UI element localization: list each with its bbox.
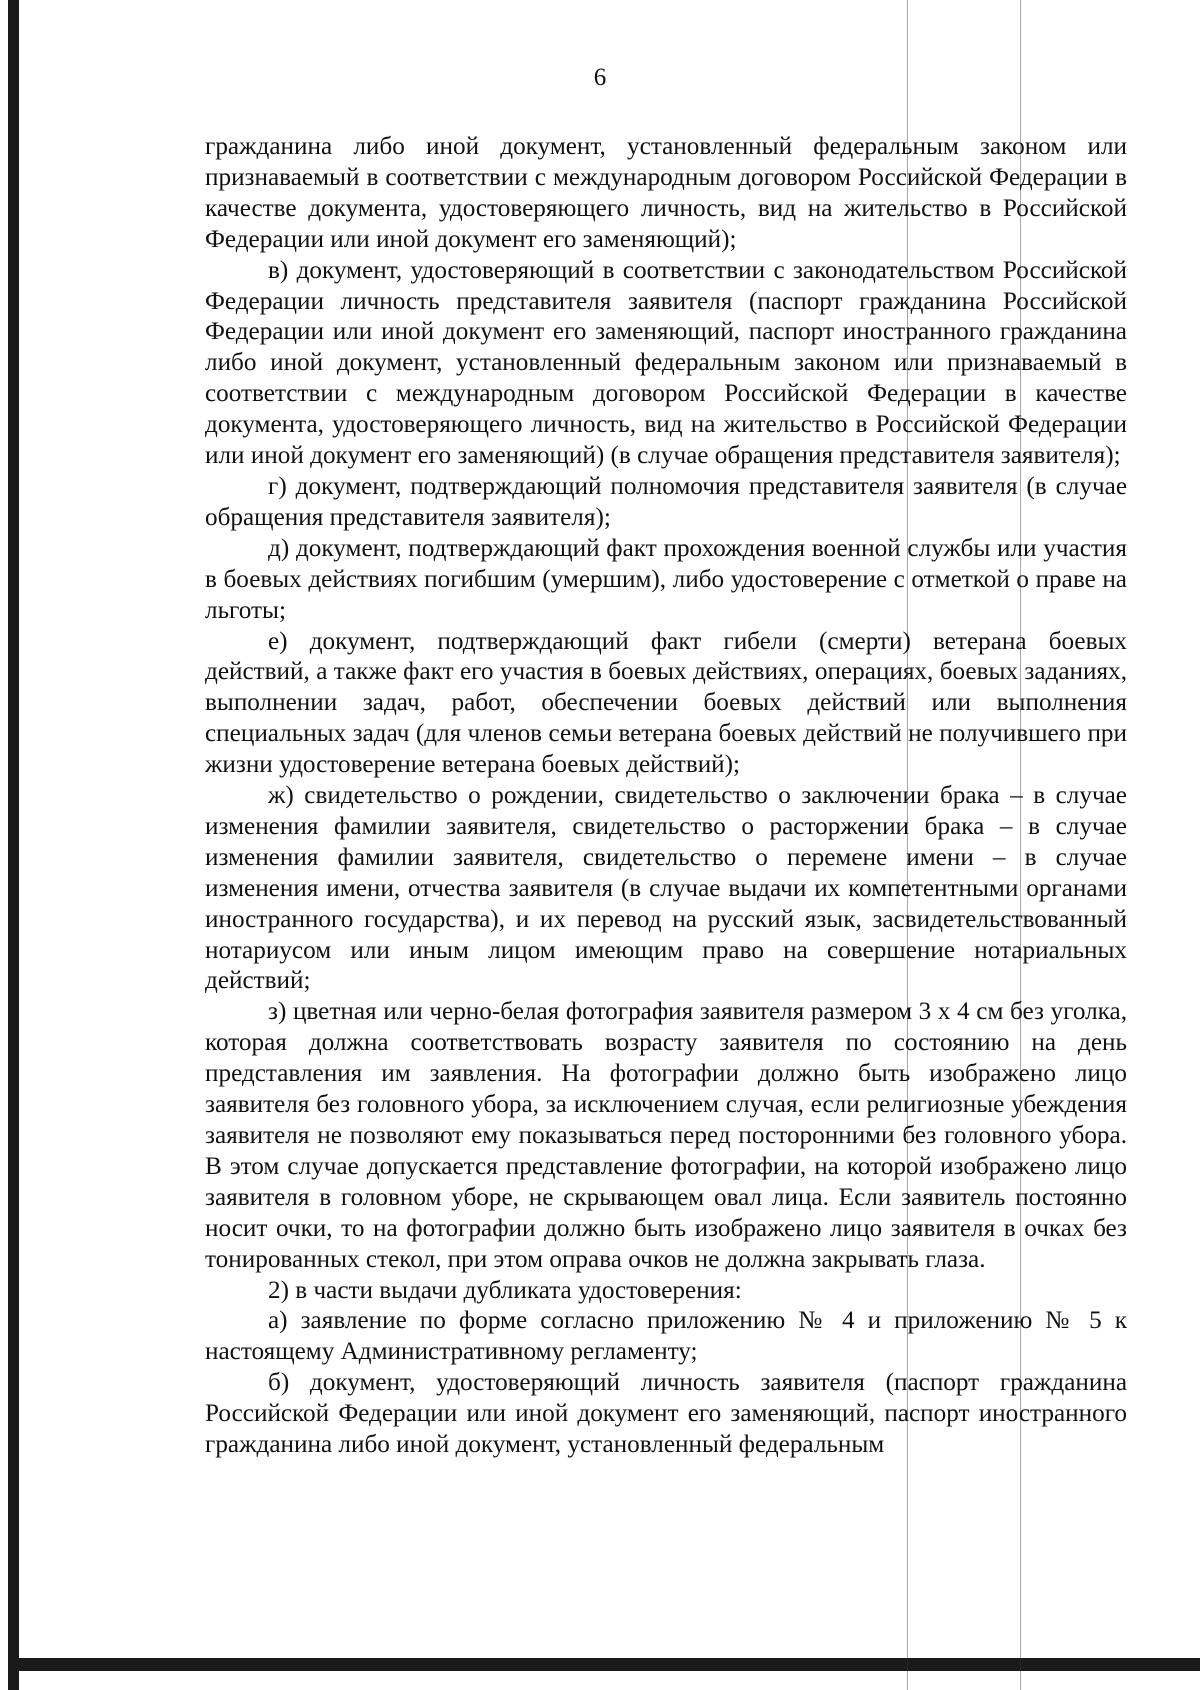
- paragraph-item-v: в) документ, удостоверяющий в соответствии с законодательством Российской Федерации личность представителя заявителя (паспорт гражданина Российской Федерации или иной документ его заменяющий, паспорт иностранного гражданина либо иной документ, установленный федеральным законом или признаваемый в соответствии с международным договором Российской Федерации в качестве документа, удостоверяющего личность, вид на жительство в Российской Федерации или иной документ его заменяющий) (в случае обращения представителя заявителя);: [205, 256, 1127, 470]
- paragraph-item-g: г) документ, подтверждающий полномочия представителя заявителя (в случае обращения представителя заявителя);: [205, 472, 1127, 531]
- paragraph-item-z: з) цветная или черно-белая фотография заявителя размером 3 х 4 см без уголка, которая должна соответствовать возрасту заявителя по состоянию на день представления им заявления. На фотографии должно быть изображено лицо заявителя без головного убора, за исключением случая, если религиозные убеждения заявителя не позволяют ему показываться перед посторонними без головного убора. В этом случае допускается представление фотографии, на которой изображено лицо заявителя в головном уборе, не скрывающем овал лица. Если заявитель постоянно носит очки, то на фотографии должно быть изображено лицо заявителя в очках без тонированных стекол, при этом оправа очков не должна закрывать глаза.: [205, 998, 1127, 1273]
- paragraph-item-d: д) документ, подтверждающий факт прохождения военной службы или участия в боевых действиях погибшим (умершим), либо удостоверение с отметкой о праве на льготы;: [205, 534, 1127, 624]
- paragraph-item-zh: ж) свидетельство о рождении, свидетельство о заключении брака – в случае изменения фамилии заявителя, свидетельство о расторжении брака – в случае изменения фамилии заявителя, свидетельство о перемене имени – в случае изменения имени, отчества заявителя (в случае выдачи их компетентными органами иностранного государства), и их перевод на русский язык, засвидетельствованный нотариусом или иным лицом имеющим право на совершение нотариальных действий;: [205, 782, 1127, 995]
- paragraph-section-2: 2) в части выдачи дубликата удостоверения:: [268, 1276, 742, 1304]
- document-body: [205, 132, 1127, 1461]
- paragraph-item-e: е) документ, подтверждающий факт гибели (смерти) ветерана боевых действий, а также факт его участия в боевых действиях, операциях, боевых заданиях, выполнении задач, работ, обеспечении боевых действий или выполнения специальных задач (для членов семьи ветерана боевых действий не получившего при жизни удостоверение ветерана боевых действий);: [205, 627, 1127, 779]
- paragraph-section-2-a: а) заявление по форме согласно приложению № 4 и приложению № 5 к настоящему Административному регламенту;: [205, 1307, 1127, 1366]
- paragraph-section-2-b: б) документ, удостоверяющий личность заявителя (паспорт гражданина Российской Федерации или иной документ его заменяющий, паспорт иностранного гражданина либо иной документ, установленный федеральным: [205, 1369, 1127, 1459]
- paragraph-continuation: гражданина либо иной документ, установленный федеральным законом или признаваемый в соответствии с международным договором Российской Федерации в качестве документа, удостоверяющего личность, вид на жительство в Российской Федерации или иной документ его заменяющий);: [205, 133, 1127, 253]
- scan-border-bottom: [8, 1658, 1200, 1671]
- scan-border-left: [8, 0, 19, 1690]
- page-number: 6: [593, 64, 607, 91]
